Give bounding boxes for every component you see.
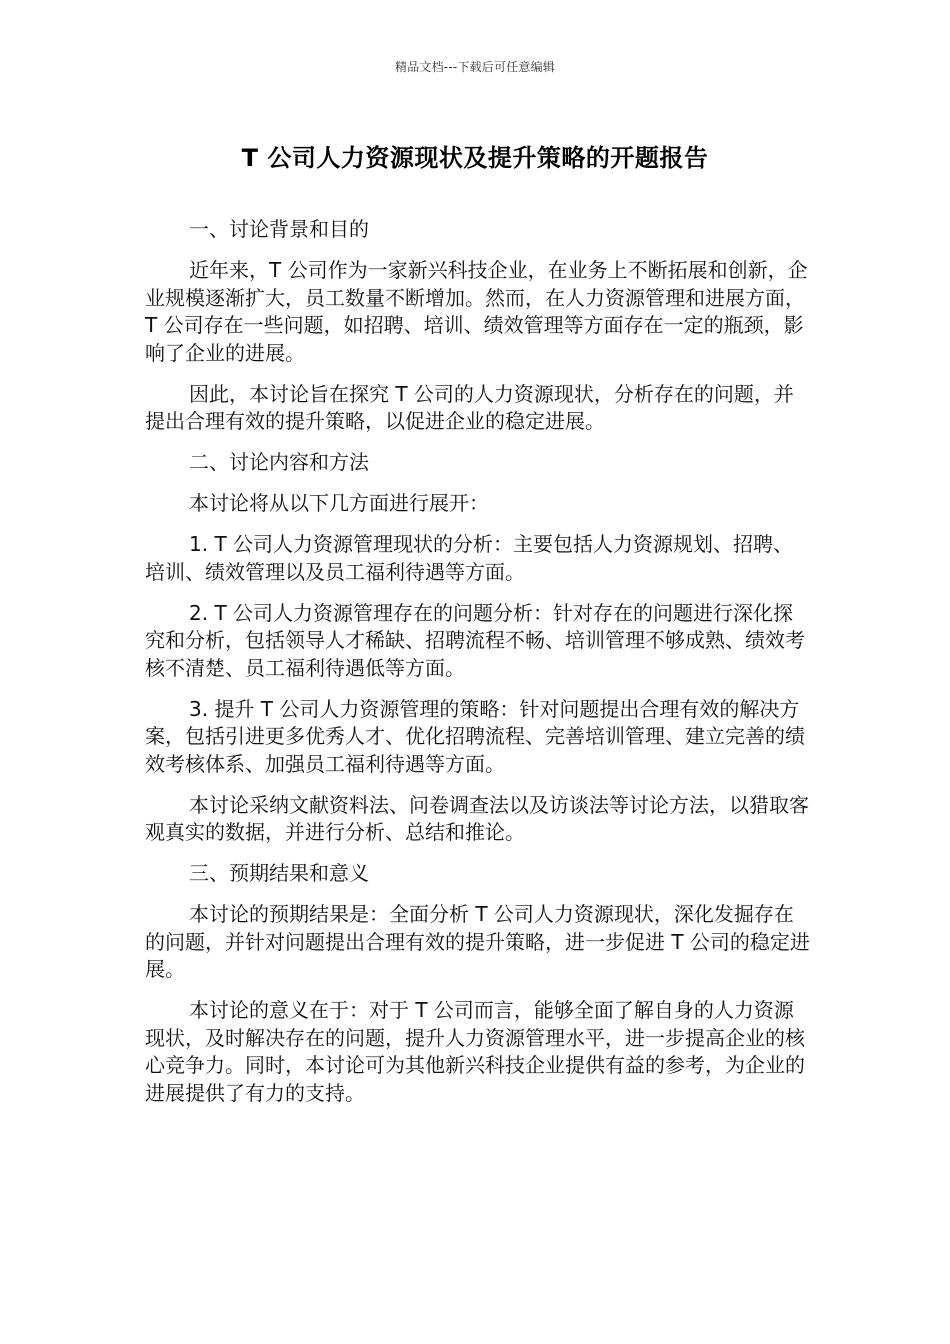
list-item-1: 1. T 公司人力资源管理现状的分析：主要包括人力资源规划、招聘、培训、绩效管理以及员工福利待遇等方面。 [145, 532, 794, 584]
section-heading-background: 一、讨论背景和目的 [189, 217, 369, 241]
document-title: T 公司人力资源现状及提升策略的开题报告 [241, 144, 709, 172]
paragraph-method: 本讨论采纳文献资料法、问卷调查法以及访谈法等讨论方法，以猎取客观真实的数据，并进行分析、总结和推论。 [145, 792, 809, 844]
section-heading-content-method: 二、讨论内容和方法 [189, 450, 369, 474]
paragraph-expected-results: 本讨论的预期结果是：全面分析 T 公司人力资源现状，深化发掘存在的问题，并针对问题提出合理有效的提升策略，进一步促进 T 公司的稳定进展。 [145, 902, 810, 981]
section-heading-expected-results: 三、预期结果和意义 [189, 861, 369, 885]
paragraph-intro: 本讨论将从以下几方面进行展开： [189, 491, 489, 515]
list-item-3: 3. 提升 T 公司人力资源管理的策略：针对问题提出合理有效的解决方案，包括引进更多优秀人才、优化招聘流程、完善培训管理、建立完善的绩效考核体系、加强员工福利待遇等方面。 [145, 696, 805, 776]
paragraph-purpose: 因此，本讨论旨在探究 T 公司的人力资源现状，分析存在的问题，并提出合理有效的提升策略，以促进企业的稳定进展。 [145, 381, 794, 433]
paragraph-significance: 本讨论的意义在于：对于 T 公司而言，能够全面了解自身的人力资源现状，及时解决存在的问题，提升人力资源管理水平，进一步提高企业的核心竞争力。同时，本讨论可为其他新兴科技企业提供有益的参考，为企业的进展提供了有力的支持。 [145, 998, 805, 1105]
paragraph-background: 近年来，T 公司作为一家新兴科技企业，在业务上不断拓展和创新，企业规模逐渐扩大，员工数量不断增加。然而，在人力资源管理和进展方面，T 公司存在一些问题，如招聘、培训、绩效管理等方面存在一定的瓶颈，影响了企业的进展。 [145, 258, 808, 365]
document-body [145, 216, 810, 1121]
list-item-2: 2. T 公司人力资源管理存在的问题分析：针对存在的问题进行深化探究和分析，包括领导人才稀缺、招聘流程不畅、培训管理不够成熟、绩效考核不清楚、员工福利待遇低等方面。 [145, 600, 805, 680]
header-note: 精品文档---下载后可任意编辑 [395, 60, 555, 74]
